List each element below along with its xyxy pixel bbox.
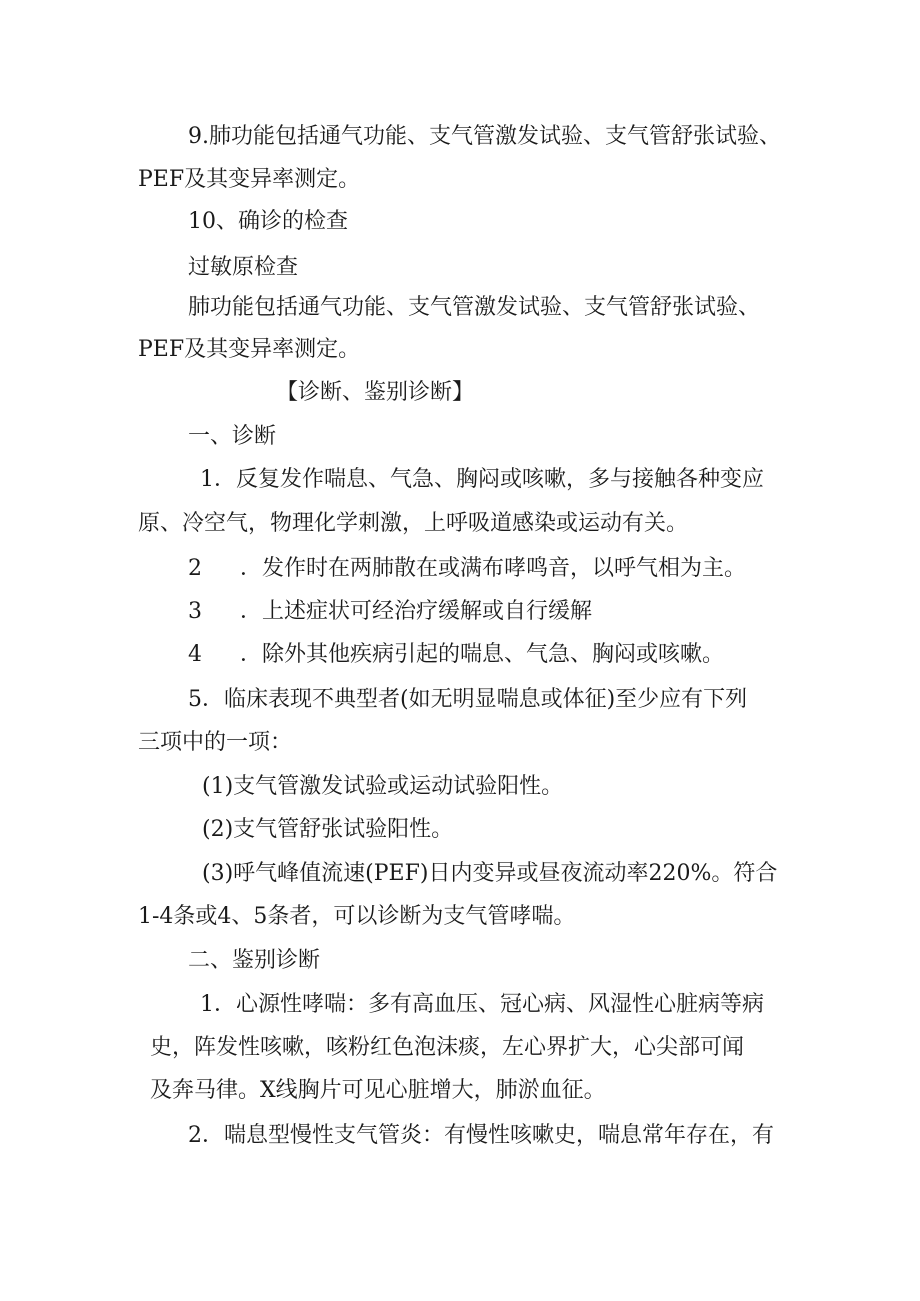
list-item bbox=[188, 555, 746, 583]
sub-item: (3)呼气峰值流速(PEF)日内变异或昼夜流动率220%。符合 bbox=[202, 861, 778, 886]
paragraph-line: 及奔马律。X线胸片可见心脏增大，肺淤血征。 bbox=[150, 1078, 606, 1103]
list-number: 2 bbox=[188, 556, 202, 581]
list-number: 4 bbox=[188, 642, 202, 667]
list-item: 1．心源性哮喘：多有高血压、冠心病、风湿性心脏病等病 bbox=[200, 992, 764, 1017]
paragraph-line: 1-4条或4、5条者，可以诊断为支气管哮喘。 bbox=[138, 904, 576, 929]
paragraph-line: 原、冷空气，物理化学刺激，上呼吸道感染或运动有关。 bbox=[138, 511, 689, 536]
list-number: 3 bbox=[188, 599, 202, 624]
list-text: ．除外其他疾病引起的喘息、气急、胸闷或咳嗽。 bbox=[240, 642, 725, 667]
section-heading: 一、诊断 bbox=[188, 424, 277, 449]
list-text: ．上述症状可经治疗缓解或自行缓解 bbox=[240, 599, 593, 624]
sub-item: (2)支气管舒张试验阳性。 bbox=[202, 817, 454, 842]
paragraph-line: 史，阵发性咳嗽，咳粉红色泡沫痰，左心界扩大，心尖部可闻 bbox=[150, 1035, 745, 1060]
paragraph-line: 肺功能包括通气功能、支气管激发试验、支气管舒张试验、 bbox=[188, 295, 761, 320]
section-heading: 二、鉴别诊断 bbox=[188, 948, 321, 973]
list-item: 2．喘息型慢性支气管炎：有慢性咳嗽史，喘息常年存在，有 bbox=[188, 1123, 774, 1148]
list-item: 5．临床表现不典型者(如无明显喘息或体征)至少应有下列 bbox=[188, 687, 748, 712]
list-item bbox=[188, 598, 592, 626]
sub-item: (1)支气管激发试验或运动试验阳性。 bbox=[202, 774, 564, 799]
paragraph-line: PEF及其变异率测定。 bbox=[138, 167, 361, 192]
section-title: 【诊断、鉴别诊断】 bbox=[276, 380, 475, 405]
list-item: 1．反复发作喘息、气急、胸闷或咳嗽，多与接触各种变应 bbox=[200, 467, 764, 492]
paragraph-line: 9.肺功能包括通气功能、支气管激发试验、支气管舒张试验、 bbox=[188, 124, 781, 149]
paragraph-line: 三项中的一项： bbox=[138, 730, 293, 755]
list-text: ．发作时在两肺散在或满布哮鸣音，以呼气相为主。 bbox=[240, 556, 747, 581]
section-heading: 10、确诊的检查 bbox=[188, 209, 348, 234]
paragraph-line: 过敏原检查 bbox=[188, 255, 299, 280]
paragraph-line: PEF及其变异率测定。 bbox=[138, 337, 361, 362]
list-item bbox=[188, 641, 724, 669]
